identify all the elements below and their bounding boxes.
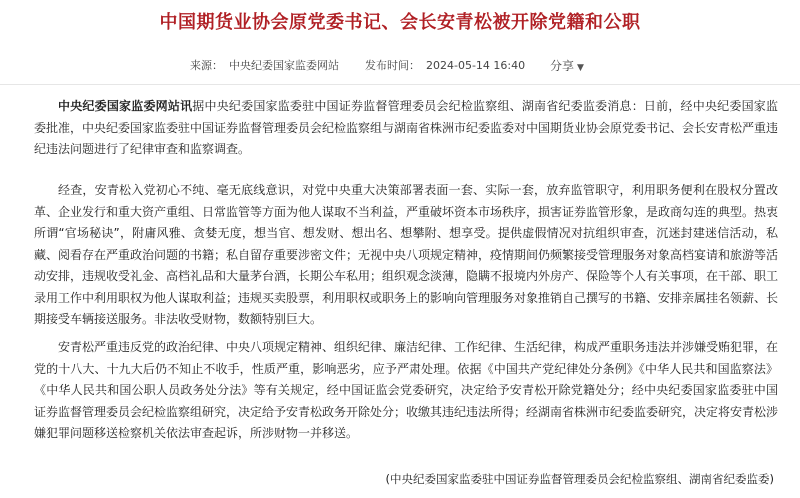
share-button[interactable] bbox=[550, 56, 584, 78]
article-meta bbox=[190, 56, 525, 76]
source-value: 中央纪委国家监委网站 bbox=[229, 59, 339, 72]
paragraph-text: 安青松严重违反党的政治纪律、中央八项规定精神、组织纪律、廉洁纪律、工作纪律、生活纪律，构成严重职务违法并涉嫌受贿犯罪，在党的十八大、十九大后仍不知止不收手，性质严重，影响恶劣，应予严肃处理。依据《中国共产党纪律处分条例》《中华人民共和国监察法》《中华人民共和国公职人员政务处分法》等有关规定，经中国证监会党委研究，决定给予安青松开除党籍处分；经中央纪委国家监委驻中国证券监督管理委员会纪检监察组研究，决定给予安青松政务开除处分；收缴其违纪违法所得；经湖南省株洲市纪委监委研究，决定将安青松涉嫌犯罪问题移送检察机关依法审查起诉，所涉财物一并移送。 bbox=[34, 340, 779, 440]
article-title: 中国期货业协会原党委书记、会长安青松被开除党籍和公职 bbox=[159, 12, 641, 33]
article-paragraph-2 bbox=[34, 180, 778, 331]
publish-time-label: 发布时间： bbox=[365, 59, 420, 72]
caret-down-icon: ▼ bbox=[577, 63, 584, 73]
publish-time-value: 2024-05-14 16:40 bbox=[426, 59, 526, 72]
article-paragraph-3 bbox=[34, 337, 778, 445]
article-footer-source: (中央纪委国家监委驻中国证券监督管理委员会纪检监察组、湖南省纪委监委) bbox=[385, 472, 774, 486]
paragraph-lead: 中央纪委国家监委网站讯 bbox=[58, 99, 193, 113]
paragraph-text: 经查，安青松入党初心不纯、毫无底线意识，对党中央重大决策部署表面一套、实际一套，放弃监管职守，利用职务便利在股权分置改革、企业发行和重大资产重组、日常监管等方面为他人谋取不当利益，严重破坏资本市场秩序，损害证券监管形象，是政商勾连的典型。热衷所谓“官场秘诀”，附庸风雅、贪婪无度，想当官、想发财、想出名、想攀附、想享受。提供虚假情况对抗组织审查，沉迷封建迷信活动，私藏、阅看存在严重政治问题的书籍；私自留存重要涉密文件；无视中央八项规定精神，疫情期间仍频繁接受管理服务对象高档宴请和旅游等活动安排，违规收受礼金、高档礼品和大量茅台酒，长期公车私用；组织观念淡薄，隐瞒不报境内外房产、保险等个人有关事项，在干部、职工录用工作中利用职权为他人谋取利益；违规买卖股票，利用职权或职务上的影响向管理服务对象推销自己撰写的书籍、安排亲属挂名领薪、长期接受车辆接送服务。非法收受财物，数额特别巨大。 bbox=[34, 183, 779, 326]
source-label: 来源： bbox=[190, 59, 223, 72]
header-divider bbox=[0, 84, 800, 85]
article-paragraph-1 bbox=[34, 96, 778, 161]
paragraph-text: 据中央纪委国家监委驻中国证券监督管理委员会纪检监察组、湖南省纪委监委消息：日前，经中央纪委国家监委批准，中央纪委国家监委驻中国证券监督管理委员会纪检监察组与湖南省株洲市纪委监委对中国期货业协会原党委书记、会长安青松严重违纪违法问题进行了纪律审查和监察调查。 bbox=[34, 99, 779, 156]
share-label: 分享 bbox=[550, 59, 575, 73]
